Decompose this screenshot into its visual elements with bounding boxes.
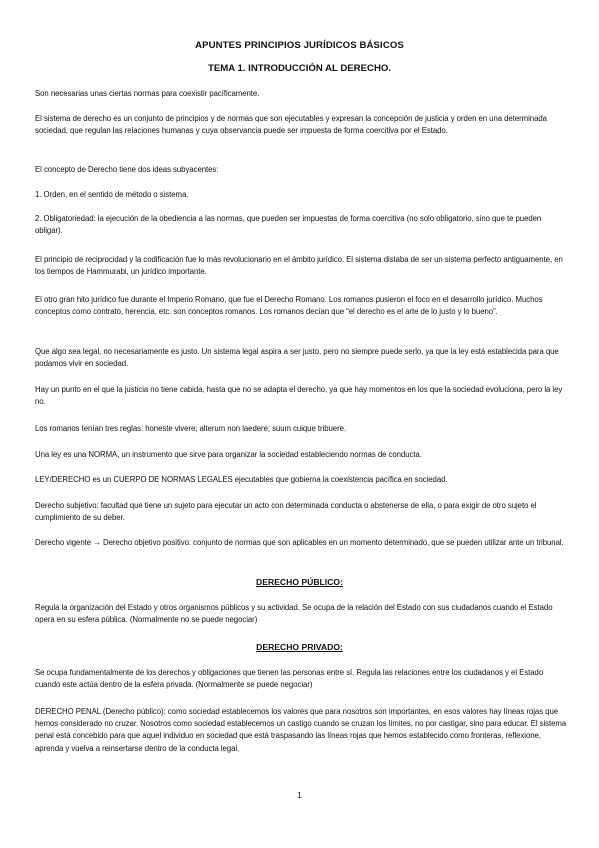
paragraph-intro: Son necesarias unas ciertas normas para coexistir pacíficamente. <box>35 89 260 98</box>
paragraph-definition: El sistema de derecho es un conjunto de principios y de normas que son ejecutables y expresan la concepción de justicia y orden en una determinada sociedad, que regulan las relaciones humanas y cuya observancia puede ser impuesta de forma coercitiva por el Estado. <box>35 114 547 136</box>
paragraph-subjective-right: Derecho subjetivo: facultad que tiene un sujeto para ejecutar un acto con determinada conducta o abstenerse de ella, o para exigir de otro sujeto el cumplimiento de su deber. <box>35 501 537 523</box>
paragraph-roman-rules: Los romanos tenían tres reglas: honeste vivere; alterum non laedere; suum cuique tribuere. <box>35 424 347 433</box>
paragraph-law-body: LEY/DERECHO es un CUERPO DE NORMAS LEGALES ejecutables que gobierna la coexistencia pacífica en sociedad. <box>35 475 448 484</box>
paragraph-legal-vs-just: Que algo sea legal, no necesariamente es justo. Un sistema legal aspira a ser justo, pero no siempre puede serlo, ya que la ley está establecida para que podamos vivir en sociedad. <box>35 347 559 369</box>
paragraph-justice-gap: Hay un punto en el que la justicia no tiene cabida, hasta que no se adapta el derecho, ya que hay momentos en los que la sociedad evoluciona, pero la ley no. <box>35 385 563 407</box>
document-subtitle: TEMA 1. INTRODUCCIÓN AL DERECHO. <box>208 63 391 74</box>
paragraph-reciprocity: El principio de reciprocidad y la codificación fue lo más revolucionario en el ámbito jurídico. El sistema distaba de ser un sistema perfecto antiguamente, en los tiempos de Hammurabi, un jurídico importante. <box>35 255 563 277</box>
paragraph-order: 1. Orden, en el sentido de método o sistema. <box>35 190 189 199</box>
paragraph-roman-law: El otro gran hito jurídico fue durante el Imperio Romano, que fue el Derecho Romano. Los romanos pusieron el foco en el desarrollo jurídico. Muchos conceptos como contrato, herencia, etc. son conceptos romanos. Los romanos decían que “el derecho es el arte de lo justo y lo bueno”. <box>35 295 543 317</box>
paragraph-penal-law: DERECHO PENAL (Derecho público): como sociedad establecemos los valores que para nosotros son importantes, en esos valores hay líneas rojas que hemos considerado no cruzar. Nosotros como sociedad establecemos un castigo cuando se cruzan los límites, no por castigar, sino para educar. El sistema penal está concebido para que aquel individuo en sociedad que está traspasando las líneas rojas que hemos establecido como fronteras, reflexione, aprenda y vuelva a reinsertarse dentro de la conducta legal. <box>35 707 567 753</box>
document-title: APUNTES PRINCIPIOS JURÍDICOS BÁSICOS <box>195 40 404 51</box>
paragraph-obligation: 2. Obligatoriedad: la ejecución de la obediencia a las normas, que pueden ser impuestas de forma coercitiva (no solo obligatorio, sino que te pueden obligar). <box>35 214 542 236</box>
paragraph-concept: El concepto de Derecho tiene dos ideas subyacentes: <box>35 165 219 174</box>
paragraph-law-norm: Una ley es una NORMA, un instrumento que sirve para organizar la sociedad estableciendo normas de conducta. <box>35 450 422 459</box>
section-heading-private-law: DERECHO PRIVADO: <box>256 642 343 652</box>
section-heading-public-law: DERECHO PÚBLICO: <box>256 577 343 587</box>
paragraph-public-law: Regula la organización del Estado y otros organismos públicos y su actividad. Se ocupa de la relación del Estado con sus ciudadanos cuando el Estado opera en su esfera pública. (Normalmente no se puede negociar) <box>35 603 553 625</box>
paragraph-private-law: Se ocupa fundamentalmente de los derechos y obligaciones que tienen las personas entre sí. Regula las relaciones entre los ciudadanos y el Estado cuando este actúa dentro de la esfera privada. (Normalmente se puede negociar) <box>35 668 544 690</box>
paragraph-current-law: Derecho vigente → Derecho objetivo positivo: conjunto de normas que son aplicables en un momento determinado, que se pueden utilizar ante un tribunal. <box>35 538 564 547</box>
page-number: 1 <box>297 790 302 800</box>
